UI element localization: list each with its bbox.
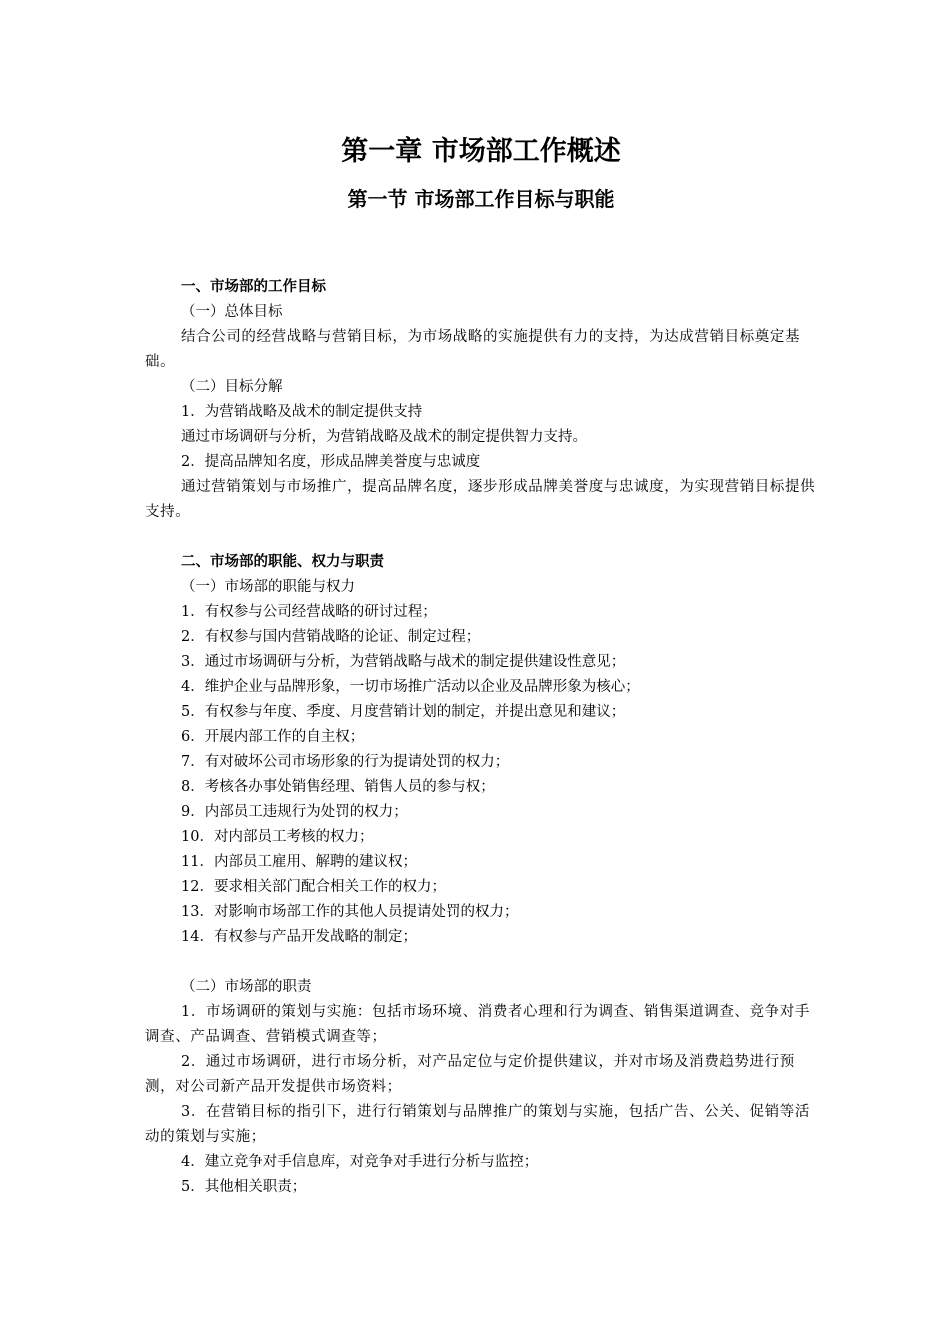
chapter-title: 第一章 市场部工作概述 — [341, 136, 621, 167]
power-item: 12．要求相关部门配合相关工作的权力； — [181, 879, 446, 895]
section-title: 第一节 市场部工作目标与职能 — [347, 187, 615, 211]
part1-item1-text: 通过市场调研与分析，为营销战略及战术的制定提供智力支持。 — [181, 429, 587, 445]
part2-heading: 二、市场部的职能、权力与职责 — [181, 554, 384, 570]
document-body — [145, 275, 817, 1200]
part1-sub1-text: 结合公司的经营战略与营销目标，为市场战略的实施提供有力的支持，为达成营销目标奠定基础。 — [145, 329, 801, 370]
part1-item1: 1．为营销战略及战术的制定提供支持 — [181, 404, 423, 420]
part2-sub2: （二）市场部的职责 — [181, 979, 312, 995]
power-item: 3．通过市场调研与分析，为营销战略与战术的制定提供建设性意见； — [181, 654, 626, 670]
part1-sub1: （一）总体目标 — [181, 304, 283, 320]
duty-item: 4．建立竞争对手信息库，对竞争对手进行分析与监控； — [181, 1154, 539, 1170]
power-item: 9．内部员工违规行为处罚的权力； — [181, 804, 408, 820]
spacer — [145, 525, 817, 550]
spacer — [145, 950, 817, 975]
duty-item: 2．通过市场调研，进行市场分析，对产品定位与定价提供建议，并对市场及消费趋势进行预测，对公司新产品开发提供市场资料； — [145, 1054, 795, 1095]
power-item: 2．有权参与国内营销战略的论证、制定过程； — [181, 629, 481, 645]
power-item: 6．开展内部工作的自主权； — [181, 729, 365, 745]
power-item: 11．内部员工雇用、解聘的建议权； — [181, 854, 417, 870]
duty-item: 3．在营销目标的指引下，进行行销策划与品牌推广的策划与实施，包括广告、公关、促销等活动的策划与实施； — [145, 1104, 810, 1145]
part1-item2: 2．提高品牌知名度，形成品牌美誉度与忠诚度 — [181, 454, 481, 470]
power-item: 13．对影响市场部工作的其他人员提请处罚的权力； — [181, 904, 519, 920]
power-item: 4．维护企业与品牌形象，一切市场推广活动以企业及品牌形象为核心； — [181, 679, 640, 695]
power-item: 10．对内部员工考核的权力； — [181, 829, 374, 845]
duty-item: 1．市场调研的策划与实施：包括市场环境、消费者心理和行为调查、销售渠道调查、竞争对手调查、产品调查、营销模式调查等； — [145, 1004, 810, 1045]
part1-heading: 一、市场部的工作目标 — [181, 279, 326, 295]
part1-item2-text: 通过营销策划与市场推广，提高品牌名度，逐步形成品牌美誉度与忠诚度，为实现营销目标提供支持。 — [145, 479, 816, 520]
power-item: 7．有对破坏公司市场形象的行为提请处罚的权力； — [181, 754, 510, 770]
power-item: 14．有权参与产品开发战略的制定； — [181, 929, 417, 945]
power-item: 1．有权参与公司经营战略的研讨过程； — [181, 604, 437, 620]
power-item: 8．考核各办事处销售经理、销售人员的参与权； — [181, 779, 495, 795]
duty-item: 5．其他相关职责； — [181, 1179, 307, 1195]
power-item: 5．有权参与年度、季度、月度营销计划的制定，并提出意见和建议； — [181, 704, 626, 720]
part1-sub2: （二）目标分解 — [181, 379, 283, 395]
part2-sub1: （一）市场部的职能与权力 — [181, 579, 355, 595]
